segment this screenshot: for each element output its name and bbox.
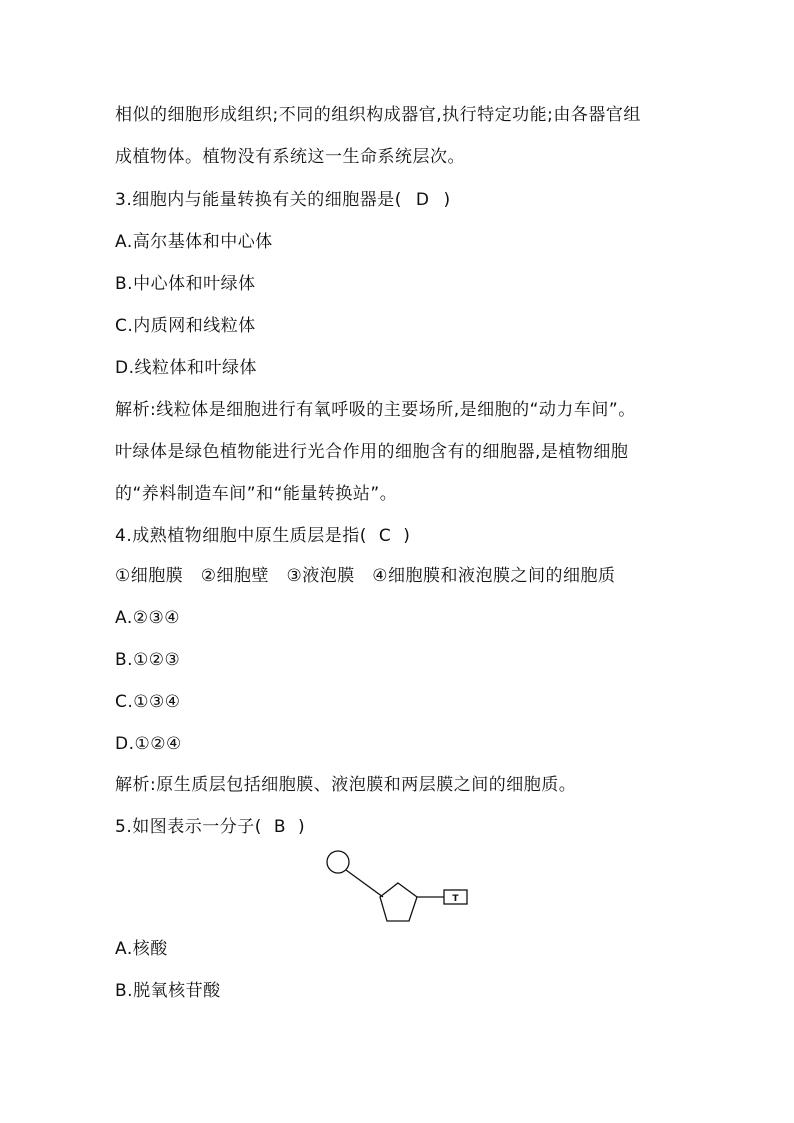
phosphate-sugar-bond xyxy=(346,870,383,897)
question-5-stem-text: 5.如图表示一分子( xyxy=(115,817,262,837)
question-4-items: ①细胞膜 ②细胞壁 ③液泡膜 ④细胞膜和液泡膜之间的细胞质 xyxy=(115,566,616,586)
question-5-close: ) xyxy=(298,817,306,837)
question-3-stem-text: 3.细胞内与能量转换有关的细胞器是( xyxy=(115,190,402,210)
question-3-option-c: C.内质网和线粒体 xyxy=(115,316,256,336)
question-4-stem xyxy=(115,524,690,548)
question-5-answer: B xyxy=(273,817,287,837)
nucleotide-diagram xyxy=(320,845,480,930)
question-3-option-a: A.高尔基体和中心体 xyxy=(115,232,273,252)
question-4-answer: C xyxy=(378,526,392,546)
question-3-option-d: D.线粒体和叶绿体 xyxy=(115,358,257,378)
question-3-option-b: B.中心体和叶绿体 xyxy=(115,274,256,294)
base-label: T xyxy=(452,894,459,904)
question-5-option-b: B.脱氧核苷酸 xyxy=(115,981,221,1001)
phosphate-circle xyxy=(327,851,349,873)
intro-line-1: 相似的细胞形成组织;不同的组织构成器官,执行特定功能;由各器官组 xyxy=(115,105,641,125)
intro-line-2: 成植物体。植物没有系统这一生命系统层次。 xyxy=(115,147,465,167)
question-3-answer: D xyxy=(415,190,430,210)
question-3-stem xyxy=(115,188,690,212)
question-4-close: ) xyxy=(403,526,411,546)
question-4-option-b: B.①②③ xyxy=(115,650,181,670)
question-5-option-a: A.核酸 xyxy=(115,939,168,959)
question-4-option-d: D.①②④ xyxy=(115,734,182,754)
question-4-stem-text: 4.成熟植物细胞中原生质层是指( xyxy=(115,526,367,546)
question-4-option-a: A.②③④ xyxy=(115,608,180,628)
question-3-close: ) xyxy=(443,190,451,210)
question-3-analysis-3: 的“养料制造车间”和“能量转换站”。 xyxy=(115,484,398,504)
question-5-stem xyxy=(115,815,690,839)
question-4-option-c: C.①③④ xyxy=(115,692,181,712)
question-3-analysis-1: 解析:线粒体是细胞进行有氧呼吸的主要场所,是细胞的“动力车间”。 xyxy=(115,400,636,420)
question-3-analysis-2: 叶绿体是绿色植物能进行光合作用的细胞含有的细胞器,是植物细胞 xyxy=(115,442,629,462)
sugar-pentagon xyxy=(380,883,417,921)
question-4-analysis: 解析:原生质层包括细胞膜、液泡膜和两层膜之间的细胞质。 xyxy=(115,775,577,795)
